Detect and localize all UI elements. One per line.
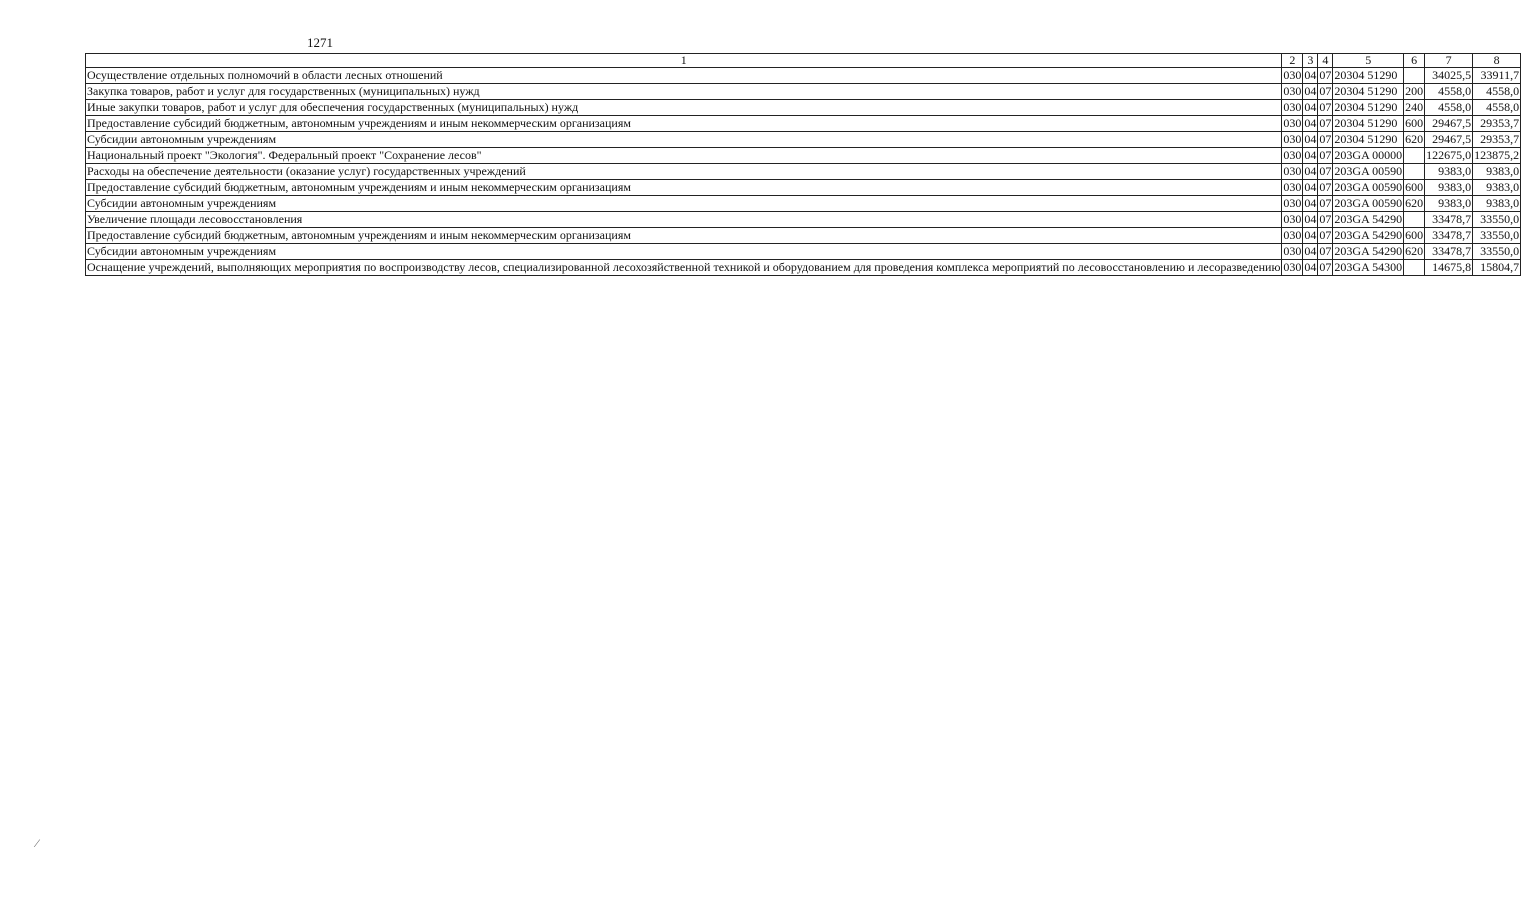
cell-amount-2: 9383,0 [1473,180,1521,196]
cell-subsection: 07 [1319,212,1332,226]
table-row [86,164,1521,180]
cell-expense-type [1404,68,1425,84]
cell-admin-code: 030 [1283,116,1302,130]
cell-section: 04 [1304,132,1317,146]
header-row [86,54,1521,68]
cell-amount-1: 9383,0 [1425,180,1473,196]
cell-section: 04 [1304,244,1317,258]
cell-target-article: 203GA 00590 [1334,180,1403,194]
cell-target-article: 203GA 54300 [1334,260,1403,274]
row-name: Предоставление субсидий бюджетным, автономным учреждениям и иным некоммерческим организациям [86,180,1282,196]
cell-target-article: 203GA 54290 [1334,212,1403,226]
row-name: Закупка товаров, работ и услуг для государственных (муниципальных) нужд [86,84,1282,100]
cell-subsection: 07 [1319,260,1332,274]
cell-subsection: 07 [1319,164,1332,178]
cell-expense-type: 600 [1405,116,1424,130]
cell-expense-type [1404,260,1425,276]
column-header-3: 3 [1303,54,1318,68]
cell-target-article: 20304 51290 [1333,68,1404,84]
cell-target-article: 203GA 54290 [1334,228,1403,242]
cell-admin-code: 030 [1283,148,1302,162]
cell-subsection: 07 [1319,228,1332,242]
cell-expense-type: 620 [1405,244,1424,258]
cell-section: 04 [1304,196,1317,210]
cell-amount-1: 29467,5 [1425,116,1473,132]
cell-amount-2: 4558,0 [1473,84,1521,100]
table-row [86,260,1521,276]
cell-admin-code: 030 [1283,196,1302,210]
cell-target-article: 20304 51290 [1333,116,1404,132]
cell-admin-code: 030 [1283,68,1302,82]
cell-admin-code: 030 [1283,212,1302,226]
cell-section: 04 [1304,84,1317,98]
column-header-1: 1 [86,54,1282,68]
cell-expense-type: 240 [1405,100,1424,114]
cell-target-article: 20304 51290 [1333,84,1404,100]
row-name: Предоставление субсидий бюджетным, автономным учреждениям и иным некоммерческим организациям [86,116,1282,132]
cell-admin-code: 030 [1283,132,1302,146]
table-row [86,84,1521,100]
cell-target-article: 20304 51290 [1333,132,1404,148]
row-name: Иные закупки товаров, работ и услуг для обеспечения государственных (муниципальных) нужд [86,100,1282,116]
cell-section: 04 [1304,180,1317,194]
cell-expense-type: 600 [1405,228,1424,242]
cell-amount-2: 33550,0 [1473,244,1521,260]
cell-subsection: 07 [1319,100,1332,114]
row-name: Увеличение площади лесовосстановления [86,212,1282,228]
table-row [86,100,1521,116]
column-header-2: 2 [1282,54,1303,68]
cell-expense-type: 620 [1405,132,1424,146]
cell-amount-1: 4558,0 [1425,84,1473,100]
table-row [86,244,1521,260]
cell-amount-1: 33478,7 [1425,212,1473,228]
cell-amount-1: 4558,0 [1425,100,1473,116]
cell-expense-type: 600 [1405,180,1424,194]
cell-amount-2: 9383,0 [1473,196,1521,212]
cell-subsection: 07 [1319,244,1332,258]
column-header-6: 6 [1404,54,1425,68]
row-name: Субсидии автономным учреждениям [86,132,1282,148]
table-row [86,180,1521,196]
table-row [86,228,1521,244]
cell-subsection: 07 [1319,68,1332,82]
cell-section: 04 [1304,68,1317,82]
row-name: Расходы на обеспечение деятельности (оказание услуг) государственных учреждений [86,164,1282,180]
column-header-7: 7 [1425,54,1473,68]
cell-amount-2: 33911,7 [1473,68,1521,84]
row-name: Предоставление субсидий бюджетным, автономным учреждениям и иным некоммерческим организациям [86,228,1282,244]
cell-admin-code: 030 [1283,180,1302,194]
cell-amount-2: 15804,7 [1473,260,1521,276]
cell-amount-1: 9383,0 [1425,164,1473,180]
table-row [86,196,1521,212]
row-name: Субсидии автономным учреждениям [86,196,1282,212]
cell-section: 04 [1304,212,1317,226]
cell-target-article: 203GA 00590 [1334,196,1403,210]
cell-subsection: 07 [1319,148,1332,162]
scan-mark: ⁄ [36,836,39,850]
row-name: Осуществление отдельных полномочий в области лесных отношений [86,68,1282,84]
table-row [86,68,1521,84]
cell-amount-1: 33478,7 [1425,228,1473,244]
page-number: 1271 [307,35,333,50]
row-name: Субсидии автономным учреждениям [86,244,1282,260]
cell-amount-2: 4558,0 [1473,100,1521,116]
cell-amount-2: 9383,0 [1473,164,1521,180]
cell-admin-code: 030 [1283,100,1302,114]
table-row [86,132,1521,148]
cell-expense-type [1404,164,1425,180]
cell-section: 04 [1304,164,1317,178]
cell-expense-type [1404,148,1425,164]
cell-section: 04 [1304,228,1317,242]
cell-amount-1: 34025,5 [1425,68,1473,84]
row-name: Национальный проект "Экология". Федеральный проект "Сохранение лесов" [86,148,1282,164]
cell-section: 04 [1304,148,1317,162]
cell-amount-2: 29353,7 [1473,132,1521,148]
table-row [86,212,1521,228]
cell-section: 04 [1304,260,1317,274]
cell-expense-type [1404,212,1425,228]
cell-admin-code: 030 [1283,164,1302,178]
cell-expense-type: 620 [1405,196,1424,210]
cell-subsection: 07 [1319,180,1332,194]
cell-target-article: 20304 51290 [1333,100,1404,116]
column-header-5: 5 [1333,54,1404,68]
cell-target-article: 203GA 00000 [1334,148,1403,162]
cell-admin-code: 030 [1283,228,1302,242]
cell-expense-type: 200 [1405,84,1424,98]
column-header-4: 4 [1318,54,1333,68]
cell-admin-code: 030 [1283,260,1302,274]
cell-subsection: 07 [1319,116,1332,130]
budget-table [85,53,1521,276]
cell-subsection: 07 [1319,132,1332,146]
cell-amount-2: 123875,2 [1474,148,1520,162]
cell-subsection: 07 [1319,84,1332,98]
cell-section: 04 [1304,116,1317,130]
cell-admin-code: 030 [1283,84,1302,98]
cell-amount-2: 33550,0 [1473,212,1521,228]
table-row [86,116,1521,132]
cell-amount-1: 33478,7 [1425,244,1473,260]
cell-admin-code: 030 [1283,244,1302,258]
row-name: Оснащение учреждений, выполняющих мероприятия по воспроизводству лесов, специализированной лесохозяйственной техникой и оборудованием для проведения комплекса мероприятий по лесовосстановлению и лесоразведению [87,260,1281,274]
cell-amount-1: 9383,0 [1425,196,1473,212]
cell-target-article: 203GA 00590 [1334,164,1403,178]
cell-amount-2: 33550,0 [1473,228,1521,244]
cell-section: 04 [1304,100,1317,114]
cell-amount-2: 29353,7 [1473,116,1521,132]
cell-amount-1: 29467,5 [1425,132,1473,148]
cell-amount-1: 14675,8 [1425,260,1473,276]
cell-target-article: 203GA 54290 [1334,244,1403,258]
table-row [86,148,1521,164]
column-header-8: 8 [1473,54,1521,68]
cell-amount-1: 122675,0 [1426,148,1472,162]
cell-subsection: 07 [1319,196,1332,210]
